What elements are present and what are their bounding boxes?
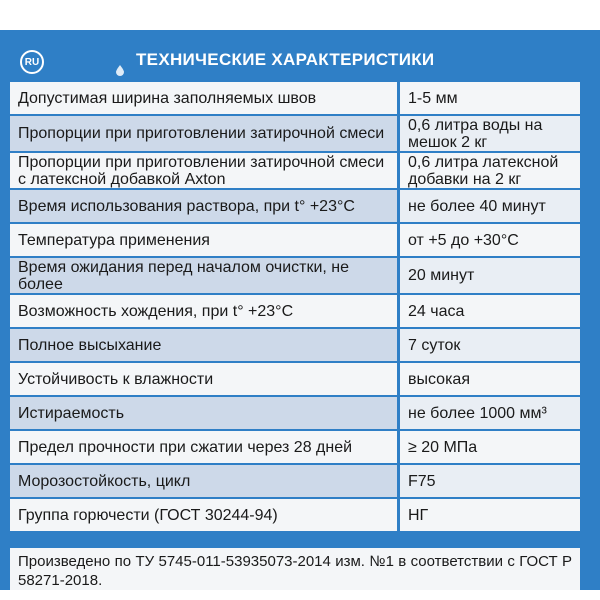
- param-cell: Устойчивость к влажности: [10, 363, 400, 395]
- param-cell: Время использования раствора, при t° +23°C: [10, 190, 400, 222]
- footer-note: Произведено по ТУ 5745-011-53935073-2014 изм. №1 в соответствии с ГОСТ Р 58271-2018.: [10, 548, 580, 590]
- param-cell: Пропорции при приготовлении затирочной смеси: [10, 116, 400, 151]
- table-row: [10, 190, 580, 224]
- value-cell: F75: [400, 465, 580, 497]
- table-row: [10, 431, 580, 465]
- table-row: [10, 499, 580, 533]
- table-row: [10, 295, 580, 329]
- table-row: [10, 329, 580, 363]
- product-label: [0, 30, 600, 590]
- param-cell: Группа горючести (ГОСТ 30244-94): [10, 499, 400, 531]
- param-cell: Полное высыхание: [10, 329, 400, 361]
- table-row: [10, 363, 580, 397]
- table-row: [10, 465, 580, 499]
- table-row: [10, 153, 580, 190]
- table-row: [10, 258, 580, 295]
- table-row: [10, 397, 580, 431]
- param-cell: Морозостойкость, цикл: [10, 465, 400, 497]
- value-cell: не более 40 минут: [400, 190, 580, 222]
- ru-badge: RU: [20, 50, 44, 74]
- value-cell: 20 минут: [400, 258, 580, 293]
- param-cell: Допустимая ширина заполняемых швов: [10, 82, 400, 114]
- value-cell: 24 часа: [408, 302, 465, 320]
- param-cell: Возможность хождения, при t° +23°C: [10, 295, 400, 327]
- specs-table: [10, 82, 580, 533]
- param-cell: Время ожидания перед началом очистки, не более: [10, 258, 400, 293]
- param-cell: Температура применения: [10, 224, 400, 256]
- value-cell: от +5 до +30°С: [408, 231, 519, 249]
- value-cell: 0,6 литра воды на мешок 2 кг: [400, 116, 580, 151]
- value-cell: высокая: [408, 370, 470, 388]
- param-cell: Истираемость: [10, 397, 400, 429]
- param-cell: Предел прочности при сжатии через 28 дней: [10, 431, 400, 463]
- value-cell: не более 1000 мм³: [400, 397, 580, 429]
- table-row: [10, 116, 580, 153]
- drop-icon: [114, 64, 126, 76]
- value-cell: 7 суток: [400, 329, 580, 361]
- section-title: ТЕХНИЧЕСКИЕ ХАРАКТЕРИСТИКИ: [136, 50, 435, 69]
- value-cell: 1-5 мм: [408, 89, 458, 107]
- table-row: [10, 224, 580, 258]
- table-row: [10, 82, 580, 116]
- value-cell: ≥ 20 МПа: [408, 438, 478, 456]
- value-cell: НГ: [408, 506, 429, 524]
- param-cell: Пропорции при приготовлении затирочной смеси с латексной добавкой Axton: [10, 153, 400, 188]
- value-cell: 0,6 литра латексной добавки на 2 кг: [408, 153, 559, 188]
